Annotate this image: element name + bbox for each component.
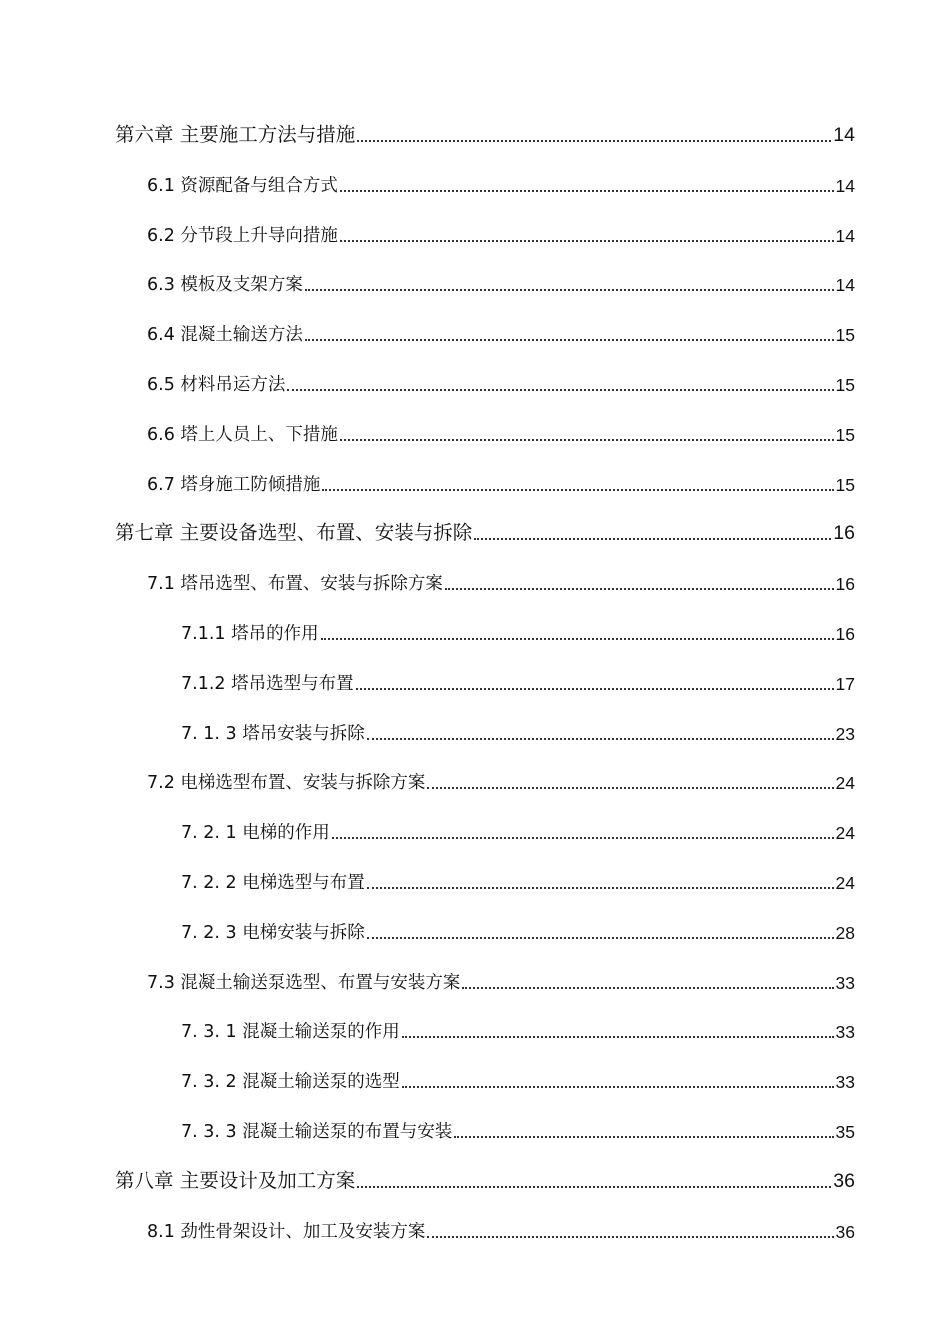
toc-section-entry[interactable] xyxy=(147,314,855,346)
toc-page-number: 35 xyxy=(835,1122,855,1142)
toc-entry-title: 7. 3. 1 混凝土输送泵的作用 xyxy=(181,1022,400,1043)
dot-leader xyxy=(322,488,833,491)
toc-section-entry[interactable] xyxy=(147,962,855,994)
dot-leader xyxy=(474,537,831,540)
toc-entry-title: 6.3 模板及支架方案 xyxy=(147,275,303,296)
dot-leader xyxy=(305,288,834,291)
dot-leader xyxy=(454,1135,833,1138)
toc-page-number: 14 xyxy=(835,175,855,196)
toc-section-entry[interactable] xyxy=(181,1011,855,1043)
toc-section-entry[interactable] xyxy=(147,215,855,247)
dot-leader xyxy=(367,737,834,740)
toc-entry-title: 7.3 混凝土输送泵选型、布置与安装方案 xyxy=(147,972,461,993)
dot-leader xyxy=(305,338,834,341)
toc-entry-title: 6.2 分节段上升导向措施 xyxy=(147,225,338,246)
toc-section-entry[interactable] xyxy=(147,563,855,595)
toc-page-number: 15 xyxy=(835,375,855,395)
dot-leader xyxy=(427,1235,833,1238)
dot-leader xyxy=(287,388,833,391)
dot-leader xyxy=(357,1185,831,1188)
toc-chapter-entry[interactable] xyxy=(115,1161,855,1193)
toc-section-entry[interactable] xyxy=(147,264,855,296)
toc-entry-title: 7. 2. 2 电梯选型与布置 xyxy=(181,873,365,893)
toc-page-number: 33 xyxy=(835,972,855,993)
toc-page-number: 16 xyxy=(833,522,855,545)
toc-entry-title: 6.7 塔身施工防倾措施 xyxy=(147,474,321,495)
toc-entry-title: 7. 2. 1 电梯的作用 xyxy=(181,823,330,844)
toc-entry-title: 7.2 电梯选型布置、安装与拆除方案 xyxy=(147,773,426,794)
toc-entry-title: 6.5 材料吊运方法 xyxy=(147,375,286,395)
toc-section-entry[interactable] xyxy=(147,762,855,794)
toc-page-number: 16 xyxy=(835,574,855,595)
toc-chapter-entry[interactable] xyxy=(115,513,855,545)
dot-leader xyxy=(356,687,834,690)
dot-leader xyxy=(340,239,834,242)
toc-section-entry[interactable] xyxy=(181,912,855,944)
dot-leader xyxy=(402,1035,834,1038)
toc-section-entry[interactable] xyxy=(147,464,855,496)
toc-entry-title: 7. 3. 3 混凝土输送泵的布置与安装 xyxy=(181,1122,453,1142)
toc-page-number: 33 xyxy=(835,1072,855,1093)
toc-page-number: 23 xyxy=(835,723,855,744)
dot-leader xyxy=(321,637,834,640)
toc-section-entry[interactable] xyxy=(181,812,855,844)
toc-entry-title: 7. 3. 2 混凝土输送泵的选型 xyxy=(181,1072,400,1093)
toc-section-entry[interactable] xyxy=(181,713,855,745)
dot-leader xyxy=(340,189,834,192)
dot-leader xyxy=(340,438,834,441)
toc-section-entry[interactable] xyxy=(181,663,855,695)
toc-entry-title: 7.1.1 塔吊的作用 xyxy=(181,624,319,644)
toc-page-number: 15 xyxy=(835,424,855,445)
toc-page-number: 28 xyxy=(835,922,855,943)
dot-leader xyxy=(445,587,834,590)
dot-leader xyxy=(462,986,833,989)
toc-chapter-entry[interactable] xyxy=(115,115,855,147)
toc-entry-title: 第七章 主要设备选型、布置、安装与拆除 xyxy=(115,521,473,545)
toc-section-entry[interactable] xyxy=(181,1111,855,1143)
toc-entry-title: 6.1 资源配备与组合方式 xyxy=(147,175,338,196)
toc-page-number: 15 xyxy=(835,325,855,346)
toc-section-entry[interactable] xyxy=(147,414,855,446)
toc-page-number: 17 xyxy=(835,673,855,694)
toc-page-number: 24 xyxy=(835,773,855,794)
toc-entry-title: 8.1 劲性骨架设计、加工及安装方案 xyxy=(147,1221,426,1242)
toc-page-number: 33 xyxy=(835,1022,855,1043)
toc-entry-title: 第八章 主要设计及加工方案 xyxy=(115,1168,356,1192)
toc-section-entry[interactable] xyxy=(181,862,855,894)
toc-page-number: 24 xyxy=(835,873,855,893)
dot-leader xyxy=(427,786,833,789)
toc-entry-title: 7.1 塔吊选型、布置、安装与拆除方案 xyxy=(147,574,443,595)
dot-leader xyxy=(332,836,834,839)
toc-section-entry[interactable] xyxy=(147,165,855,197)
toc-section-entry[interactable] xyxy=(147,1211,855,1243)
dot-leader xyxy=(367,886,834,889)
toc-page-number: 14 xyxy=(833,124,855,146)
dot-leader xyxy=(357,139,831,142)
dot-leader xyxy=(367,936,834,939)
toc-entry-title: 第六章 主要施工方法与措施 xyxy=(115,123,356,146)
toc-entry-title: 6.6 塔上人员上、下措施 xyxy=(147,424,338,445)
toc-section-entry[interactable] xyxy=(181,613,855,645)
toc-page-number: 36 xyxy=(835,1221,855,1242)
toc-page-number: 36 xyxy=(833,1169,855,1192)
toc-page-number: 16 xyxy=(835,624,855,644)
toc-entry-title: 7.1.2 塔吊选型与布置 xyxy=(181,673,354,694)
toc-page-number: 15 xyxy=(835,474,855,495)
toc-entry-title: 7. 1. 3 塔吊安装与拆除 xyxy=(181,723,365,744)
toc-page-number: 14 xyxy=(835,275,855,296)
toc-entry-title: 6.4 混凝土输送方法 xyxy=(147,325,303,346)
toc-section-entry[interactable] xyxy=(147,364,855,396)
dot-leader xyxy=(402,1085,834,1088)
toc-section-entry[interactable] xyxy=(181,1061,855,1093)
toc-entry-title: 7. 2. 3 电梯安装与拆除 xyxy=(181,922,365,943)
toc-page-number: 14 xyxy=(835,225,855,246)
toc-page-number: 24 xyxy=(835,823,855,844)
